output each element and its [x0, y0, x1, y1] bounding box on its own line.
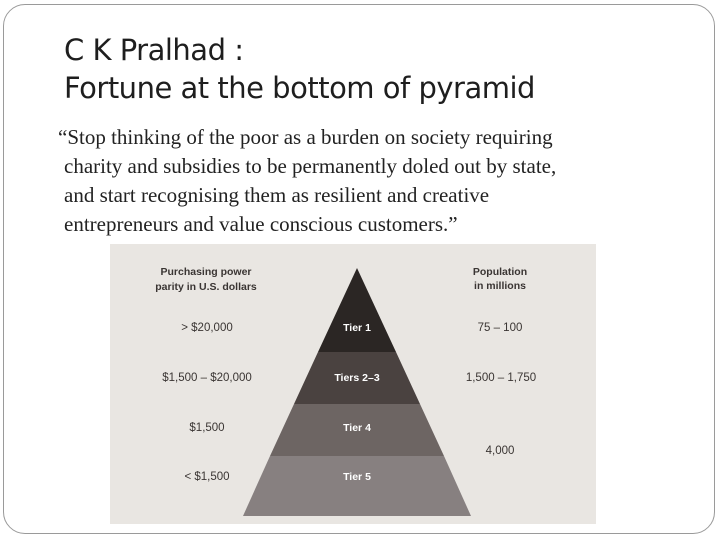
tier-label: Tier 5 [343, 471, 371, 483]
population-header-line-2: in millions [474, 280, 526, 292]
quote-line: entrepreneurs and value conscious customers.” [64, 212, 458, 236]
ppp-header-line-1: Purchasing power [160, 266, 252, 278]
quote-line: and start recognising them as resilient and creative [64, 183, 490, 207]
pyramid-figure [110, 244, 596, 524]
tier-label: Tier 4 [343, 422, 371, 434]
pyramid-diagram [110, 244, 596, 524]
population-value: 75 – 100 [477, 322, 523, 334]
title-line-1: C K Pralhad : [64, 33, 244, 67]
tier-label: Tiers 2–3 [334, 372, 380, 384]
ppp-value: > $20,000 [181, 322, 233, 334]
ppp-value: $1,500 – $20,000 [162, 372, 252, 384]
population-header-line-1: Population [472, 266, 528, 278]
ppp-value: $1,500 [189, 422, 225, 434]
population-value: 4,000 [485, 445, 515, 457]
quote-text [58, 123, 658, 239]
ppp-header-line-2: parity in U.S. dollars [155, 281, 257, 293]
quote-line: “Stop thinking of the poor as a burden on society requiring [58, 125, 553, 149]
title-line-2: Fortune at the bottom of pyramid [64, 71, 535, 105]
quote-line: charity and subsidies to be permanently doled out by state, [64, 154, 557, 178]
tier-5-shape [243, 456, 471, 516]
tier-1-shape [318, 268, 396, 352]
slide-title [64, 31, 535, 107]
ppp-value: < $1,500 [184, 471, 230, 483]
population-value: 1,500 – 1,750 [465, 372, 537, 384]
tier-label: Tier 1 [343, 322, 371, 334]
